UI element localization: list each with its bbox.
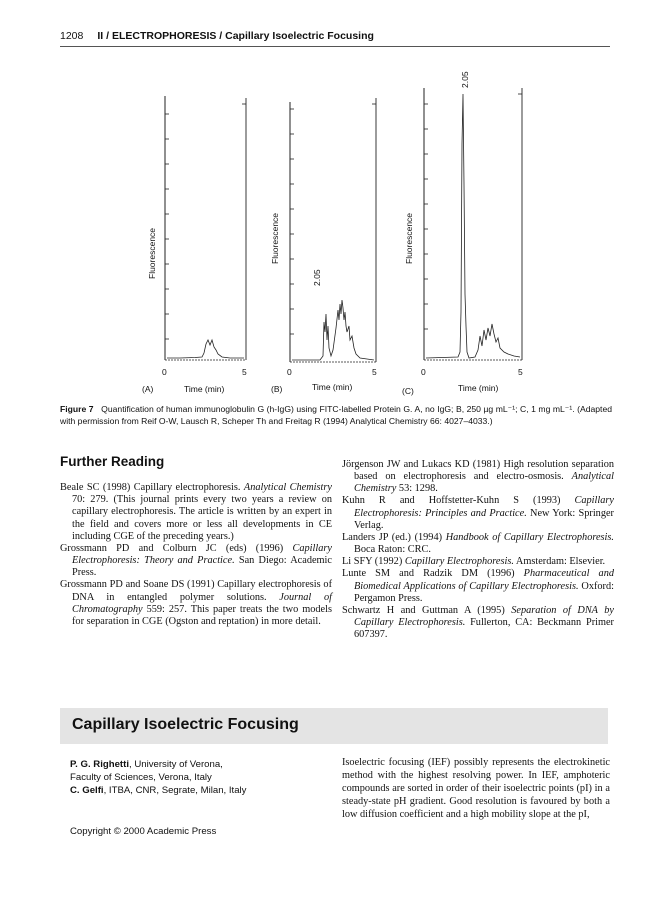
further-reading-heading: Further Reading — [60, 454, 165, 469]
panel-c-tick-5: 5 — [518, 367, 523, 377]
caption-label: Figure 7 — [60, 404, 94, 414]
author-line: C. Gelfi, ITBA, CNR, Segrate, Milan, Italy — [70, 785, 247, 796]
author-block — [70, 758, 330, 797]
panel-c-label: (C) — [402, 386, 414, 396]
intro-paragraph: Isoelectric focusing (IEF) possibly represents the electrokinetic method with the highest resolving power. In IEF, amphoteric compounds are sorted in order of their isoelectric points (pI) in a steady-state pH gradient. Good resolution is favoured by both a low diffusion coefficient and a high mobility slope at the pI, — [342, 757, 610, 821]
reference: Schwartz H and Guttman A (1995) Separation of DNA by Capillary Electrophoresis. Fullerton, CA: Beckmann Primer 607397. — [342, 604, 614, 641]
author-line: P. G. Righetti, University of Verona, — [70, 759, 223, 770]
panel-c-peak-label: 2.05 — [460, 71, 470, 88]
reference: Jörgenson JW and Lukacs KD (1981) High resolution separation based on electrophoresis and electro-osmosis. Analytical Chemistry 53: 1298. — [342, 459, 614, 495]
further-reading-left — [60, 456, 332, 628]
section-title: Capillary Isoelectric Focusing — [72, 716, 299, 733]
reference: Lunte SM and Radzik DM (1996) Pharmaceutical and Biomedical Applications of Capillary Electrophoresis. Oxford: Pergamon Press. — [342, 568, 614, 604]
panel-b-label: (B) — [271, 384, 283, 394]
caption-text: Quantification of human immunoglobulin G (h-IgG) using FITC-labelled Protein G. A, no IgG; B, 250 µg mL⁻¹; C, 1 mg mL⁻¹. (Adapted with permission from Reif O-W, Lausch R, Scheper Th and Freitag R (1994) Analytical Chemistry 66: 4027–4033.) — [60, 404, 613, 426]
reference: Li SFY (1992) Capillary Electrophoresis. Amsterdam: Elsevier. — [342, 556, 606, 568]
running-title: II / ELECTROPHORESIS / Capillary Isoelectric Focusing — [97, 30, 374, 42]
panel-a-tick-0: 0 — [162, 367, 167, 377]
panel-b-tick-5: 5 — [372, 367, 377, 377]
panel-b — [270, 98, 377, 394]
reference: Landers JP (ed.) (1994) Handbook of Capillary Electrophoresis. Boca Raton: CRC. — [342, 531, 614, 556]
copyright-notice: Copyright © 2000 Academic Press — [70, 826, 217, 837]
panel-a-label: (A) — [142, 384, 154, 394]
reference: Grossmann PD and Colburn JC (eds) (1996) Capillary Electrophoresis: Theory and Practice. San Diego: Academic Press. — [60, 542, 332, 579]
panel-c-ylabel: Fluorescence — [404, 212, 414, 264]
further-reading-right — [342, 459, 614, 641]
panel-c-tick-0: 0 — [421, 367, 426, 377]
figure-7 — [140, 64, 540, 402]
reference: Grossmann PD and Soane DS (1991) Capillary electrophoresis of DNA in entangled polymer solutions. Journal of Chromatography 559: 257. This paper treats the two models for separation in CGE (Ogston and reptation) in more detail. — [60, 579, 332, 627]
panel-a — [142, 96, 247, 394]
reference: Beale SC (1998) Capillary electrophoresis. Analytical Chemistry 70: 279. (This journal prints every two years a review on capillary electrophoresis. The article is written by an expert in the field and covers more or less all developments in CE including CGE of the preceding years.) — [60, 482, 332, 542]
running-header — [60, 30, 610, 42]
panel-b-ylabel: Fluorescence — [270, 212, 280, 264]
panel-a-ylabel: Fluorescence — [147, 227, 157, 279]
panel-a-tick-5: 5 — [242, 367, 247, 377]
page-number: 1208 — [60, 30, 84, 42]
panel-b-peak-label: 2.05 — [312, 269, 322, 286]
panel-c — [402, 71, 523, 396]
figure-caption — [60, 404, 612, 427]
panel-c-xlabel: Time (min) — [458, 383, 499, 393]
panel-b-tick-0: 0 — [287, 367, 292, 377]
panel-a-xlabel: Time (min) — [184, 384, 225, 394]
panel-b-xlabel: Time (min) — [312, 382, 353, 392]
author-line: Faculty of Sciences, Verona, Italy — [70, 772, 212, 783]
reference: Kuhn R and Hoffstetter-Kuhn S (1993) Capillary Electrophoresis: Principles and Practice. New York: Springer Verlag. — [342, 495, 614, 531]
section-title-band — [60, 708, 608, 744]
header-rule — [60, 46, 610, 47]
